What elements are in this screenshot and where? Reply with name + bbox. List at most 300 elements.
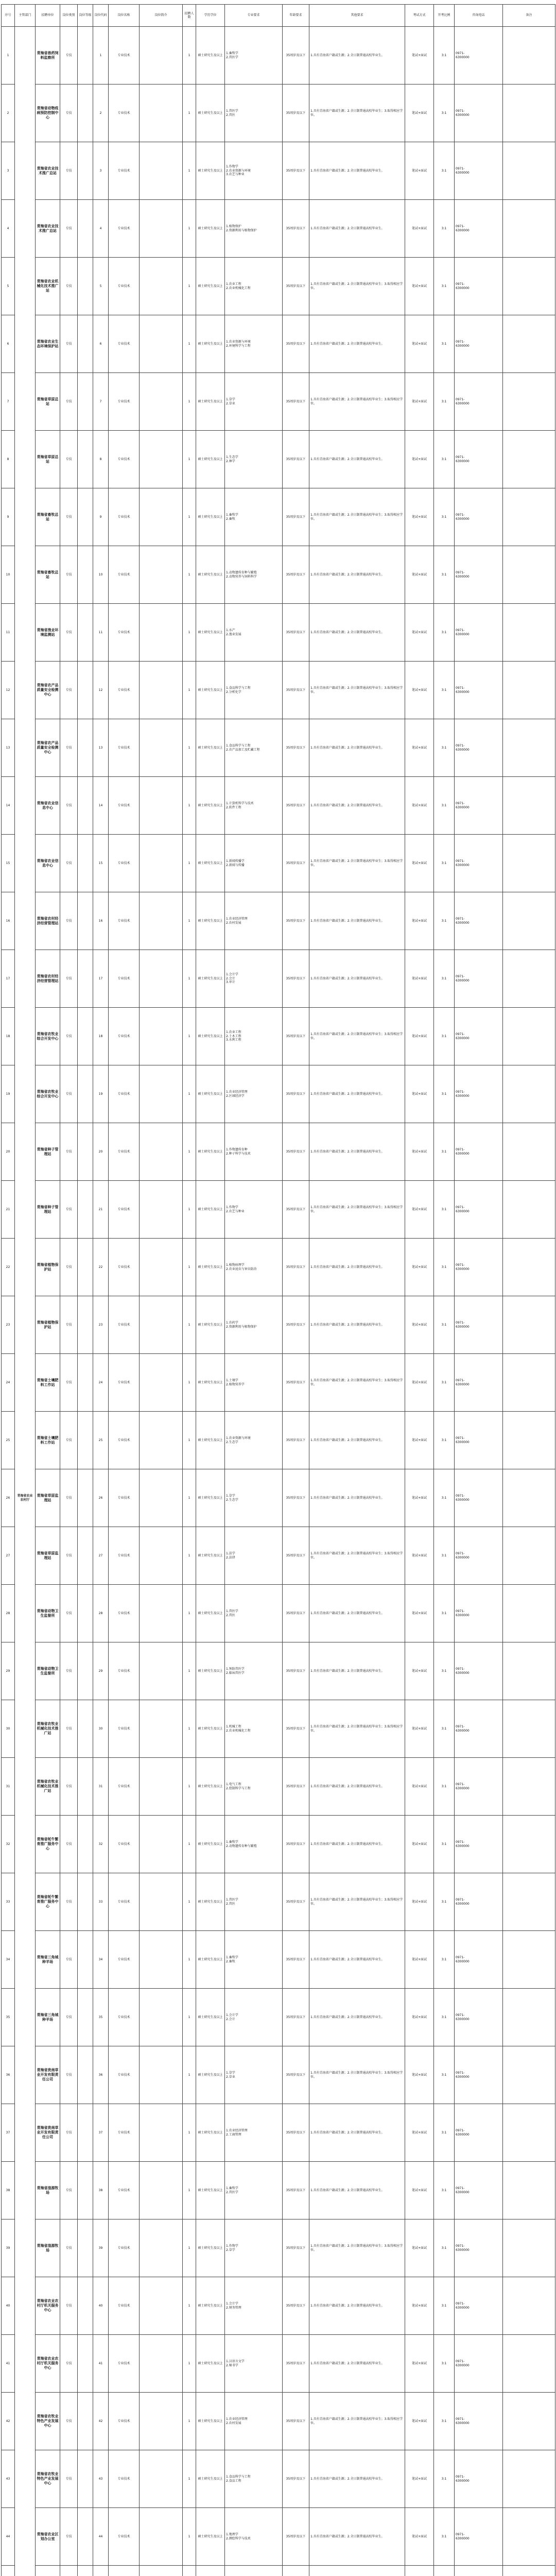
row-contact-line: 6300000 xyxy=(456,2132,470,2137)
row-major xyxy=(225,258,283,315)
row-seq: 44 xyxy=(2,2508,15,2566)
row-post-code: 13 xyxy=(93,719,109,777)
row-other: 1.具有青海省户籍或生源；2.全日制普通高校毕业生。 xyxy=(309,2162,405,2219)
row-post-name: 专业技术 xyxy=(109,27,140,84)
row-major xyxy=(225,1700,283,1758)
row-major xyxy=(225,1585,283,1642)
row-post-name: 专业技术 xyxy=(109,1700,140,1758)
row-major-line: 2.农村发展 xyxy=(226,2421,241,2425)
row-count: 1 xyxy=(183,1008,196,1065)
row-post-name: 专业技术 xyxy=(109,1008,140,1065)
row-contact-line: 6300000 xyxy=(456,2248,470,2252)
row-post-code: 7 xyxy=(93,373,109,431)
row-contact-line: 6300000 xyxy=(456,1844,470,1848)
row-major-line: 2.兽医 xyxy=(226,113,235,117)
row-count: 1 xyxy=(183,1989,196,2046)
row-ratio: 3:1 xyxy=(434,258,455,315)
row-post-level xyxy=(78,1412,93,1469)
row-post-code: 16 xyxy=(93,892,109,950)
row-seq: 10 xyxy=(2,546,15,604)
row-contact-line: 6300000 xyxy=(456,2479,470,2483)
header-row xyxy=(2,5,555,27)
row-contact-line: 0971- xyxy=(456,1032,465,1036)
row-post-level xyxy=(78,2104,93,2162)
row-major-line: 2.农村发展 xyxy=(226,921,241,925)
row-contact-line: 6300000 xyxy=(456,2017,470,2021)
row-edu: 硕士研究生及以上 xyxy=(196,892,225,950)
row-post-desc xyxy=(140,2566,183,2576)
row-edu: 硕士研究生及以上 xyxy=(196,1873,225,1931)
row-post-level xyxy=(78,2162,93,2219)
row-exam-form: 笔试+面试 xyxy=(405,315,434,373)
row-contact-line: 6300000 xyxy=(456,1382,470,1386)
row-post-desc xyxy=(140,1700,183,1758)
row-major-line: 1.兽医学 xyxy=(226,1898,238,1902)
row-contact xyxy=(455,431,503,488)
row-post-type: 专技 xyxy=(60,1469,78,1527)
row-major xyxy=(225,1469,283,1527)
row-note xyxy=(503,488,555,546)
row-post-level xyxy=(78,1354,93,1412)
row-major-line: 1.农业经济管理 xyxy=(226,2417,248,2421)
row-contact-line: 6300000 xyxy=(456,921,470,925)
row-contact xyxy=(455,1700,503,1758)
row-post-desc xyxy=(140,2393,183,2450)
row-post-name: 专业技术 xyxy=(109,1642,140,1700)
row-ratio: 3:1 xyxy=(434,1931,455,1989)
row-major-line: 1.农业工程 xyxy=(226,282,241,286)
row-ratio: 3:1 xyxy=(434,1700,455,1758)
row-count: 1 xyxy=(183,1469,196,1527)
row-count: 1 xyxy=(183,546,196,604)
row-unit: 青海省农业技术推广总站 xyxy=(36,200,60,258)
row-age: 35周岁及以下 xyxy=(283,258,309,315)
row-post-code: 20 xyxy=(93,1123,109,1181)
row-post-type: 专技 xyxy=(60,431,78,488)
row-other: 1.具有青海省户籍或生源；2.全日制普通高校毕业生；3.取得相应学位。 xyxy=(309,1008,405,1065)
row-contact-line: 6300000 xyxy=(456,2075,470,2079)
row-post-type: 专技 xyxy=(60,2508,78,2566)
row-major-line: 2.农业资源与环境 xyxy=(226,168,251,173)
row-exam-form: 笔试+面试 xyxy=(405,2046,434,2104)
row-major-line: 2.控制科学与工程 xyxy=(226,1786,251,1790)
row-note xyxy=(503,84,555,142)
row-post-name: 专业技术 xyxy=(109,315,140,373)
row-major-line: 2.财务管理 xyxy=(226,2306,241,2310)
row-post-name: 专业技术 xyxy=(109,719,140,777)
row-post-code: 9 xyxy=(93,488,109,546)
row-major-line: 1.农业工程 xyxy=(226,1030,241,1035)
row-other: 1.具有青海省户籍或生源；2.全日制普通高校毕业生；3.取得相应学位。 xyxy=(309,84,405,142)
header-dept: 主管部门 xyxy=(15,5,36,27)
row-contact-line: 6300000 xyxy=(456,632,470,636)
row-major-line: 1.畜牧学 xyxy=(226,52,238,55)
row-major-line: 2.软件工程 xyxy=(226,805,241,809)
row-seq: 25 xyxy=(2,1412,15,1469)
row-major xyxy=(225,1527,283,1585)
row-contact-line: 6300000 xyxy=(456,517,470,521)
row-post-name: 专业技术 xyxy=(109,1123,140,1181)
row-age: 35周岁及以下 xyxy=(283,200,309,258)
row-other: 1.具有青海省户籍或生源；2.全日制普通高校毕业生；3.取得相应学位。 xyxy=(309,2393,405,2450)
row-major-line: 1.农药学 xyxy=(226,1321,238,1325)
row-contact xyxy=(455,2508,503,2566)
row-major-line: 2.林学 xyxy=(226,459,235,463)
row-note xyxy=(503,315,555,373)
row-note xyxy=(503,835,555,892)
row-exam-form: 笔试+面试 xyxy=(405,1931,434,1989)
row-unit: 青海省牦牛繁育推广服务中心 xyxy=(36,1873,60,1931)
table-row xyxy=(2,1239,555,1296)
row-note xyxy=(503,1527,555,1585)
row-edu: 硕士研究生及以上 xyxy=(196,950,225,1008)
row-contact xyxy=(455,1527,503,1585)
row-post-type: 专技 xyxy=(60,604,78,662)
row-post-level xyxy=(78,546,93,604)
row-post-code: 31 xyxy=(93,1758,109,1816)
row-edu: 硕士研究生及以上 xyxy=(196,2450,225,2508)
row-ratio: 3:1 xyxy=(434,1354,455,1412)
row-contact-line: 0971- xyxy=(456,975,465,978)
row-post-type: 专技 xyxy=(60,258,78,315)
row-exam-form: 笔试+面试 xyxy=(405,1296,434,1354)
row-post-code: 3 xyxy=(93,142,109,200)
row-post-type: 专技 xyxy=(60,1123,78,1181)
row-major xyxy=(225,2046,283,2104)
row-contact-line: 6300000 xyxy=(456,1325,470,1329)
row-seq: 24 xyxy=(2,1354,15,1412)
row-ratio: 3:1 xyxy=(434,2508,455,2566)
row-ratio: 3:1 xyxy=(434,2219,455,2277)
row-edu: 硕士研究生及以上 xyxy=(196,488,225,546)
row-unit: 青海省种子管理站 xyxy=(36,1181,60,1239)
row-contact-line: 0971- xyxy=(456,1898,465,1902)
row-major-line: 2.种子科学与技术 xyxy=(226,1151,251,1156)
row-contact xyxy=(455,27,503,84)
row-major-line: 2.兽医学 xyxy=(226,2190,238,2194)
row-seq: 41 xyxy=(2,2335,15,2393)
row-contact xyxy=(455,1585,503,1642)
row-post-desc xyxy=(140,1008,183,1065)
row-contact xyxy=(455,1239,503,1296)
row-post-type: 专技 xyxy=(60,546,78,604)
row-post-desc xyxy=(140,1816,183,1873)
row-major-line: 2.环境科学与工程 xyxy=(226,344,251,348)
row-unit: 青海省草原监理站 xyxy=(36,1469,60,1527)
row-unit: 青海省农牧业机械化技术推广站 xyxy=(36,1758,60,1816)
row-post-desc xyxy=(140,1931,183,1989)
table-row xyxy=(2,1700,555,1758)
row-other: 1.具有青海省户籍或生源；2.全日制普通高校毕业生；3.取得相应学位。 xyxy=(309,1873,405,1931)
row-major-line: 2.生态学 xyxy=(226,1440,238,1444)
row-other: 1.具有青海省户籍或生源；2.全日制普通高校毕业生。 xyxy=(309,892,405,950)
row-note xyxy=(503,1931,555,1989)
header-post-name: 岗位名称 xyxy=(109,5,140,27)
row-major-line: 1.畜牧学 xyxy=(226,513,238,517)
row-post-name: 专业技术 xyxy=(109,777,140,835)
row-major-line: 2.资源利用与植物保护 xyxy=(226,228,257,232)
row-seq: 43 xyxy=(2,2450,15,2508)
row-age: 35周岁及以下 xyxy=(283,1065,309,1123)
row-post-name: 专业技术 xyxy=(109,2508,140,2566)
row-note xyxy=(503,1816,555,1873)
row-ratio: 3:1 xyxy=(434,431,455,488)
row-major xyxy=(225,488,283,546)
row-post-name: 专业技术 xyxy=(109,200,140,258)
row-age: 35周岁及以下 xyxy=(283,142,309,200)
row-ratio: 3:1 xyxy=(434,835,455,892)
row-ratio: 3:1 xyxy=(434,892,455,950)
table-row xyxy=(2,2393,555,2450)
row-major xyxy=(225,604,283,662)
row-other: 1.具有青海省户籍或生源；2.全日制普通高校毕业生。 xyxy=(309,200,405,258)
row-contact-line: 0971- xyxy=(456,1840,465,1844)
row-post-name: 专业技术 xyxy=(109,2450,140,2508)
row-major-line: 2.畜牧 xyxy=(226,517,235,521)
row-post-code: 34 xyxy=(93,1931,109,1989)
row-post-desc xyxy=(140,1354,183,1412)
row-age: 35周岁及以下 xyxy=(283,1008,309,1065)
row-edu: 硕士研究生及以上 xyxy=(196,546,225,604)
row-edu: 硕士研究生及以上 xyxy=(196,835,225,892)
row-post-type: 专技 xyxy=(60,2450,78,2508)
row-post-type: 专技 xyxy=(60,2162,78,2219)
row-post-type: 专技 xyxy=(60,1412,78,1469)
table-row xyxy=(2,1931,555,1989)
row-unit: 青海省农产品质量安全检测中心 xyxy=(36,719,60,777)
row-post-code: 39 xyxy=(93,2219,109,2277)
row-contact-line: 0971- xyxy=(456,455,465,459)
row-age: 35周岁及以下 xyxy=(283,1816,309,1873)
row-major-line: 2.农业机械化工程 xyxy=(226,286,251,290)
row-edu: 硕士研究生及以上 xyxy=(196,373,225,431)
row-other: 1.具有青海省户籍或生源；2.全日制普通高校毕业生。 xyxy=(309,1989,405,2046)
row-unit: 青海省植物保护站 xyxy=(36,1239,60,1296)
header-note: 备注 xyxy=(503,5,555,27)
row-other: 1.具有青海省户籍或生源；2.全日制普通高校毕业生；3.取得相应学位。 xyxy=(309,2219,405,2277)
row-major xyxy=(225,892,283,950)
row-post-level xyxy=(78,1758,93,1816)
row-contact xyxy=(455,2104,503,2162)
row-count: 1 xyxy=(183,315,196,373)
row-count: 1 xyxy=(183,1123,196,1181)
row-unit: 青海省草原总站 xyxy=(36,373,60,431)
row-post-name: 专业技术 xyxy=(109,1989,140,2046)
row-post-name: 专业技术 xyxy=(109,1585,140,1642)
row-ratio: 3:1 xyxy=(434,2277,455,2335)
header-post-code: 岗位代码 xyxy=(93,5,109,27)
row-age: 35周岁及以下 xyxy=(283,1873,309,1931)
row-contact-line: 0971- xyxy=(456,1609,465,1613)
row-post-level xyxy=(78,200,93,258)
row-exam-form: 笔试+面试 xyxy=(405,1239,434,1296)
row-note xyxy=(503,373,555,431)
row-contact xyxy=(455,1816,503,1873)
table-row xyxy=(2,2162,555,2219)
row-major-line: 2.秘书学 xyxy=(226,2363,238,2367)
row-exam-form: 笔试+面试 xyxy=(405,950,434,1008)
row-contact-line: 6300000 xyxy=(456,2421,470,2425)
row-post-type: 专技 xyxy=(60,835,78,892)
row-post-type: 专技 xyxy=(60,200,78,258)
row-count: 1 xyxy=(183,777,196,835)
row-contact xyxy=(455,1469,503,1527)
row-post-desc xyxy=(140,258,183,315)
row-contact-line: 0971- xyxy=(456,1725,465,1728)
row-major xyxy=(225,1181,283,1239)
row-seq: 27 xyxy=(2,1527,15,1585)
row-major xyxy=(225,200,283,258)
row-exam-form: 笔试+面试 xyxy=(405,604,434,662)
row-exam-form: 笔试+面试 xyxy=(405,84,434,142)
row-other: 1.具有青海省户籍或生源；2.全日制普通高校毕业生；3.取得相应学位。 xyxy=(309,373,405,431)
row-exam-form: 笔试+面试 xyxy=(405,1412,434,1469)
row-age: 35周岁及以下 xyxy=(283,2393,309,2450)
row-seq: 32 xyxy=(2,1816,15,1873)
row-note xyxy=(503,546,555,604)
row-post-name: 专业技术 xyxy=(109,662,140,719)
row-exam-form: 笔试+面试 xyxy=(405,1700,434,1758)
table-row xyxy=(2,1354,555,1412)
row-edu: 硕士研究生及以上 xyxy=(196,315,225,373)
row-ratio: 3:1 xyxy=(434,2046,455,2104)
row-post-desc xyxy=(140,2450,183,2508)
row-contact xyxy=(455,373,503,431)
row-age: 35周岁及以下 xyxy=(283,315,309,373)
row-other: 1.具有青海省户籍或生源；2.全日制普通高校毕业生；3.取得相应学位。 xyxy=(309,1527,405,1585)
row-contact-line: 6300000 xyxy=(456,748,470,752)
row-note xyxy=(503,1354,555,1412)
row-contact xyxy=(455,1758,503,1816)
table-row xyxy=(2,719,555,777)
table-row xyxy=(2,2508,555,2566)
row-ratio: 3:1 xyxy=(434,1816,455,1873)
row-major xyxy=(225,27,283,84)
row-major-line: 1.草学 xyxy=(226,398,235,401)
row-seq: 20 xyxy=(2,1123,15,1181)
row-post-code: 2 xyxy=(93,84,109,142)
row-major-line: 2.农产品加工及贮藏工程 xyxy=(226,748,260,752)
row-post-type: 专技 xyxy=(60,2104,78,2162)
row-post-desc xyxy=(140,84,183,142)
row-seq: 34 xyxy=(2,1931,15,1989)
dept-cell: 青海省农业农村厅 xyxy=(15,27,36,2576)
row-seq: 29 xyxy=(2,1642,15,1700)
row-edu: 硕士研究生及以上 xyxy=(196,777,225,835)
row-major-line: 1.电气工程 xyxy=(226,1783,241,1786)
row-major xyxy=(225,662,283,719)
row-note xyxy=(503,2508,555,2566)
row-major-line: 2.农艺与种业 xyxy=(226,1209,245,1213)
row-unit xyxy=(36,2566,60,2576)
row-exam-form: 笔试+面试 xyxy=(405,1758,434,1816)
row-edu: 硕士研究生及以上 xyxy=(196,2508,225,2566)
row-post-name: 专业技术 xyxy=(109,1469,140,1527)
row-contact-line: 6300000 xyxy=(456,1671,470,1675)
row-major xyxy=(225,2566,283,2576)
row-contact-line: 6300000 xyxy=(456,1036,470,1040)
row-edu: 硕士研究生及以上 xyxy=(196,1239,225,1296)
row-contact-line: 6300000 xyxy=(456,1440,470,1444)
row-post-code: 42 xyxy=(93,2393,109,2450)
row-post-level xyxy=(78,2393,93,2450)
row-major xyxy=(225,2450,283,2508)
row-post-type: 专技 xyxy=(60,1065,78,1123)
row-post-name: 专业技术 xyxy=(109,1931,140,1989)
row-post-code: 41 xyxy=(93,2335,109,2393)
row-seq: 26 xyxy=(2,1469,15,1527)
row-post-code: 36 xyxy=(93,2046,109,2104)
row-post-level xyxy=(78,2046,93,2104)
row-contact xyxy=(455,1065,503,1123)
row-post-desc xyxy=(140,1873,183,1931)
row-contact-line: 0971- xyxy=(456,1321,465,1325)
row-seq: 36 xyxy=(2,2046,15,2104)
row-note xyxy=(503,2162,555,2219)
row-post-code: 27 xyxy=(93,1527,109,1585)
row-age: 35周岁及以下 xyxy=(283,777,309,835)
row-other: 1.具有青海省户籍或生源；2.全日制普通高校毕业生。 xyxy=(309,1296,405,1354)
row-unit: 青海省三角城种羊场 xyxy=(36,1989,60,2046)
row-count: 1 xyxy=(183,2046,196,2104)
row-post-code: 30 xyxy=(93,1700,109,1758)
row-post-desc xyxy=(140,1181,183,1239)
row-post-level xyxy=(78,777,93,835)
row-edu: 硕士研究生及以上 xyxy=(196,2277,225,2335)
row-contact-line: 0971- xyxy=(456,917,465,921)
row-contact-line: 0971- xyxy=(456,2417,465,2421)
row-ratio: 3:1 xyxy=(434,373,455,431)
row-note xyxy=(503,2046,555,2104)
row-count: 1 xyxy=(183,2393,196,2450)
row-contact-line: 6300000 xyxy=(456,171,470,175)
row-contact-line: 0971- xyxy=(456,1148,465,1151)
row-seq: 28 xyxy=(2,1585,15,1642)
row-post-code: 21 xyxy=(93,1181,109,1239)
row-major-line: 1.农业资源与环境 xyxy=(226,1436,251,1440)
row-age: 35周岁及以下 xyxy=(283,950,309,1008)
row-contact-line: 0971- xyxy=(456,2244,465,2248)
row-unit: 青海省畜牧总站 xyxy=(36,546,60,604)
row-age: 35周岁及以下 xyxy=(283,1469,309,1527)
row-major-line: 1.会计学 xyxy=(226,2302,238,2306)
row-post-name: 专业技术 xyxy=(109,1296,140,1354)
row-major-line: 2.动物遗传育种与繁殖 xyxy=(226,1844,257,1848)
row-contact-line: 0971- xyxy=(456,52,465,55)
row-post-level xyxy=(78,1989,93,2046)
row-contact-line: 6300000 xyxy=(456,1555,470,1560)
row-post-type: 专技 xyxy=(60,1296,78,1354)
row-contact xyxy=(455,2335,503,2393)
row-contact-line: 6300000 xyxy=(456,344,470,348)
row-other: 1.具有青海省户籍或生源；2.全日制普通高校毕业生。 xyxy=(309,546,405,604)
row-post-desc xyxy=(140,2046,183,2104)
row-post-type: 专技 xyxy=(60,1527,78,1585)
row-other: 1.具有青海省户籍或生源；2.全日制普通高校毕业生。 xyxy=(309,777,405,835)
row-edu: 硕士研究生及以上 xyxy=(196,1642,225,1700)
row-post-desc xyxy=(140,1527,183,1585)
row-exam-form: 笔试+面试 xyxy=(405,2508,434,2566)
row-major-line: 1.兽医学 xyxy=(226,109,238,113)
row-post-level xyxy=(78,1296,93,1354)
row-major xyxy=(225,777,283,835)
row-post-type: 专技 xyxy=(60,1931,78,1989)
row-edu: 硕士研究生及以上 xyxy=(196,2219,225,2277)
row-note xyxy=(503,2335,555,2393)
row-contact xyxy=(455,1354,503,1412)
row-other: 1.具有青海省户籍或生源；2.全日制普通高校毕业生。 xyxy=(309,2450,405,2508)
row-age: 35周岁及以下 xyxy=(283,373,309,431)
